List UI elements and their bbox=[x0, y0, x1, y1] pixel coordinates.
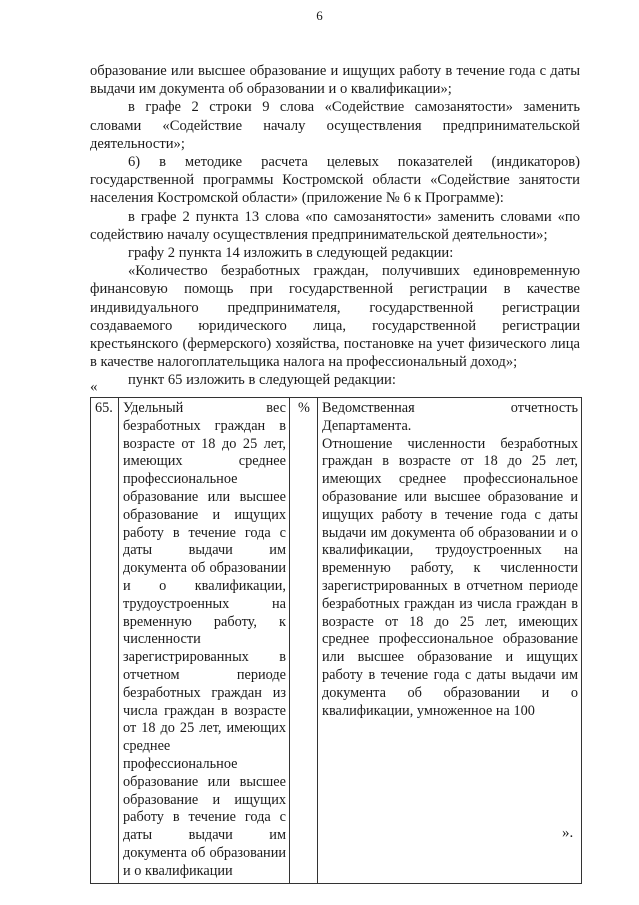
indicator-name: Удельный вес безработных граждан в возрасте от 18 до 25 лет, имеющих среднее профессиональное образование или высшее образование и ищущих работу в течение года с даты выдачи им документа об образовании и о квалификации, трудоустроенных на временную работу, к численности зарегистрированных в отчетном периоде безработных граждан из числа граждан в возрасте от 18 до 25 лет, имеющих среднее профессиональное образование или высшее образование и ищущих работу в течение года с даты выдачи им документа об образовании и о квалификации bbox=[119, 398, 290, 884]
page-number: 6 bbox=[316, 8, 323, 23]
indicator-table bbox=[90, 397, 582, 884]
calculation-method-cell bbox=[318, 398, 582, 884]
opening-quote-mark: « bbox=[90, 379, 98, 395]
data-source: Ведомственная отчетность Департамента. bbox=[322, 400, 578, 434]
paragraph-4: в графе 2 пункта 13 слова «по самозанятости» заменить словами «по содействию началу осуществления предпринимательской деятельности»; bbox=[90, 208, 580, 243]
calculation-method: Отношение численности безработных граждан в возрасте от 18 до 25 лет, имеющих среднее профессиональное образование или высшее образование и ищущих работу в течение года с даты выдачи им документа об образовании и о квалификации, трудоустроенных на временную работу, к численности зарегистрированных в отчетном периоде безработных граждан из числа граждан в возрасте от 18 до 25 лет, имеющих среднее профессиональное образование или высшее образование и ищущих работу в течение года с даты выдачи им документа об образовании и о квалификации, умноженное на 100 bbox=[322, 435, 578, 719]
paragraph-6: «Количество безработных граждан, получивших единовременную финансовую помощь при государственной регистрации в качестве индивидуального предпринимателя, государственной регистрации создаваемого юридического лица, государственной регистрации крестьянского (фермерского) хозяйства, постановке на учет физического лица в качестве налогоплательщика налога на профессиональный доход»; bbox=[90, 263, 580, 371]
paragraph-5: графу 2 пункта 14 изложить в следующей редакции: bbox=[128, 245, 454, 262]
closing-quote-mark: ». bbox=[562, 825, 574, 841]
document-body bbox=[90, 62, 580, 390]
paragraph-1: образование или высшее образование и ищущих работу в течение года с даты выдачи им документа об образовании и о квалификации»; bbox=[90, 63, 580, 98]
paragraph-3: 6) в методике расчета целевых показателей (индикаторов) государственной программы Костромской области «Содействие занятости населения Костромской области» (приложение № 6 к Программе): bbox=[90, 154, 580, 207]
paragraph-2: в графе 2 строки 9 слова «Содействие самозанятости» заменить словами «Содействие началу осуществления предпринимательской деятельности»; bbox=[90, 99, 580, 152]
paragraph-7: пункт 65 изложить в следующей редакции: bbox=[128, 372, 396, 389]
row-number: 65. bbox=[91, 398, 119, 884]
table-row bbox=[91, 398, 582, 884]
unit-of-measure: % bbox=[290, 398, 318, 884]
